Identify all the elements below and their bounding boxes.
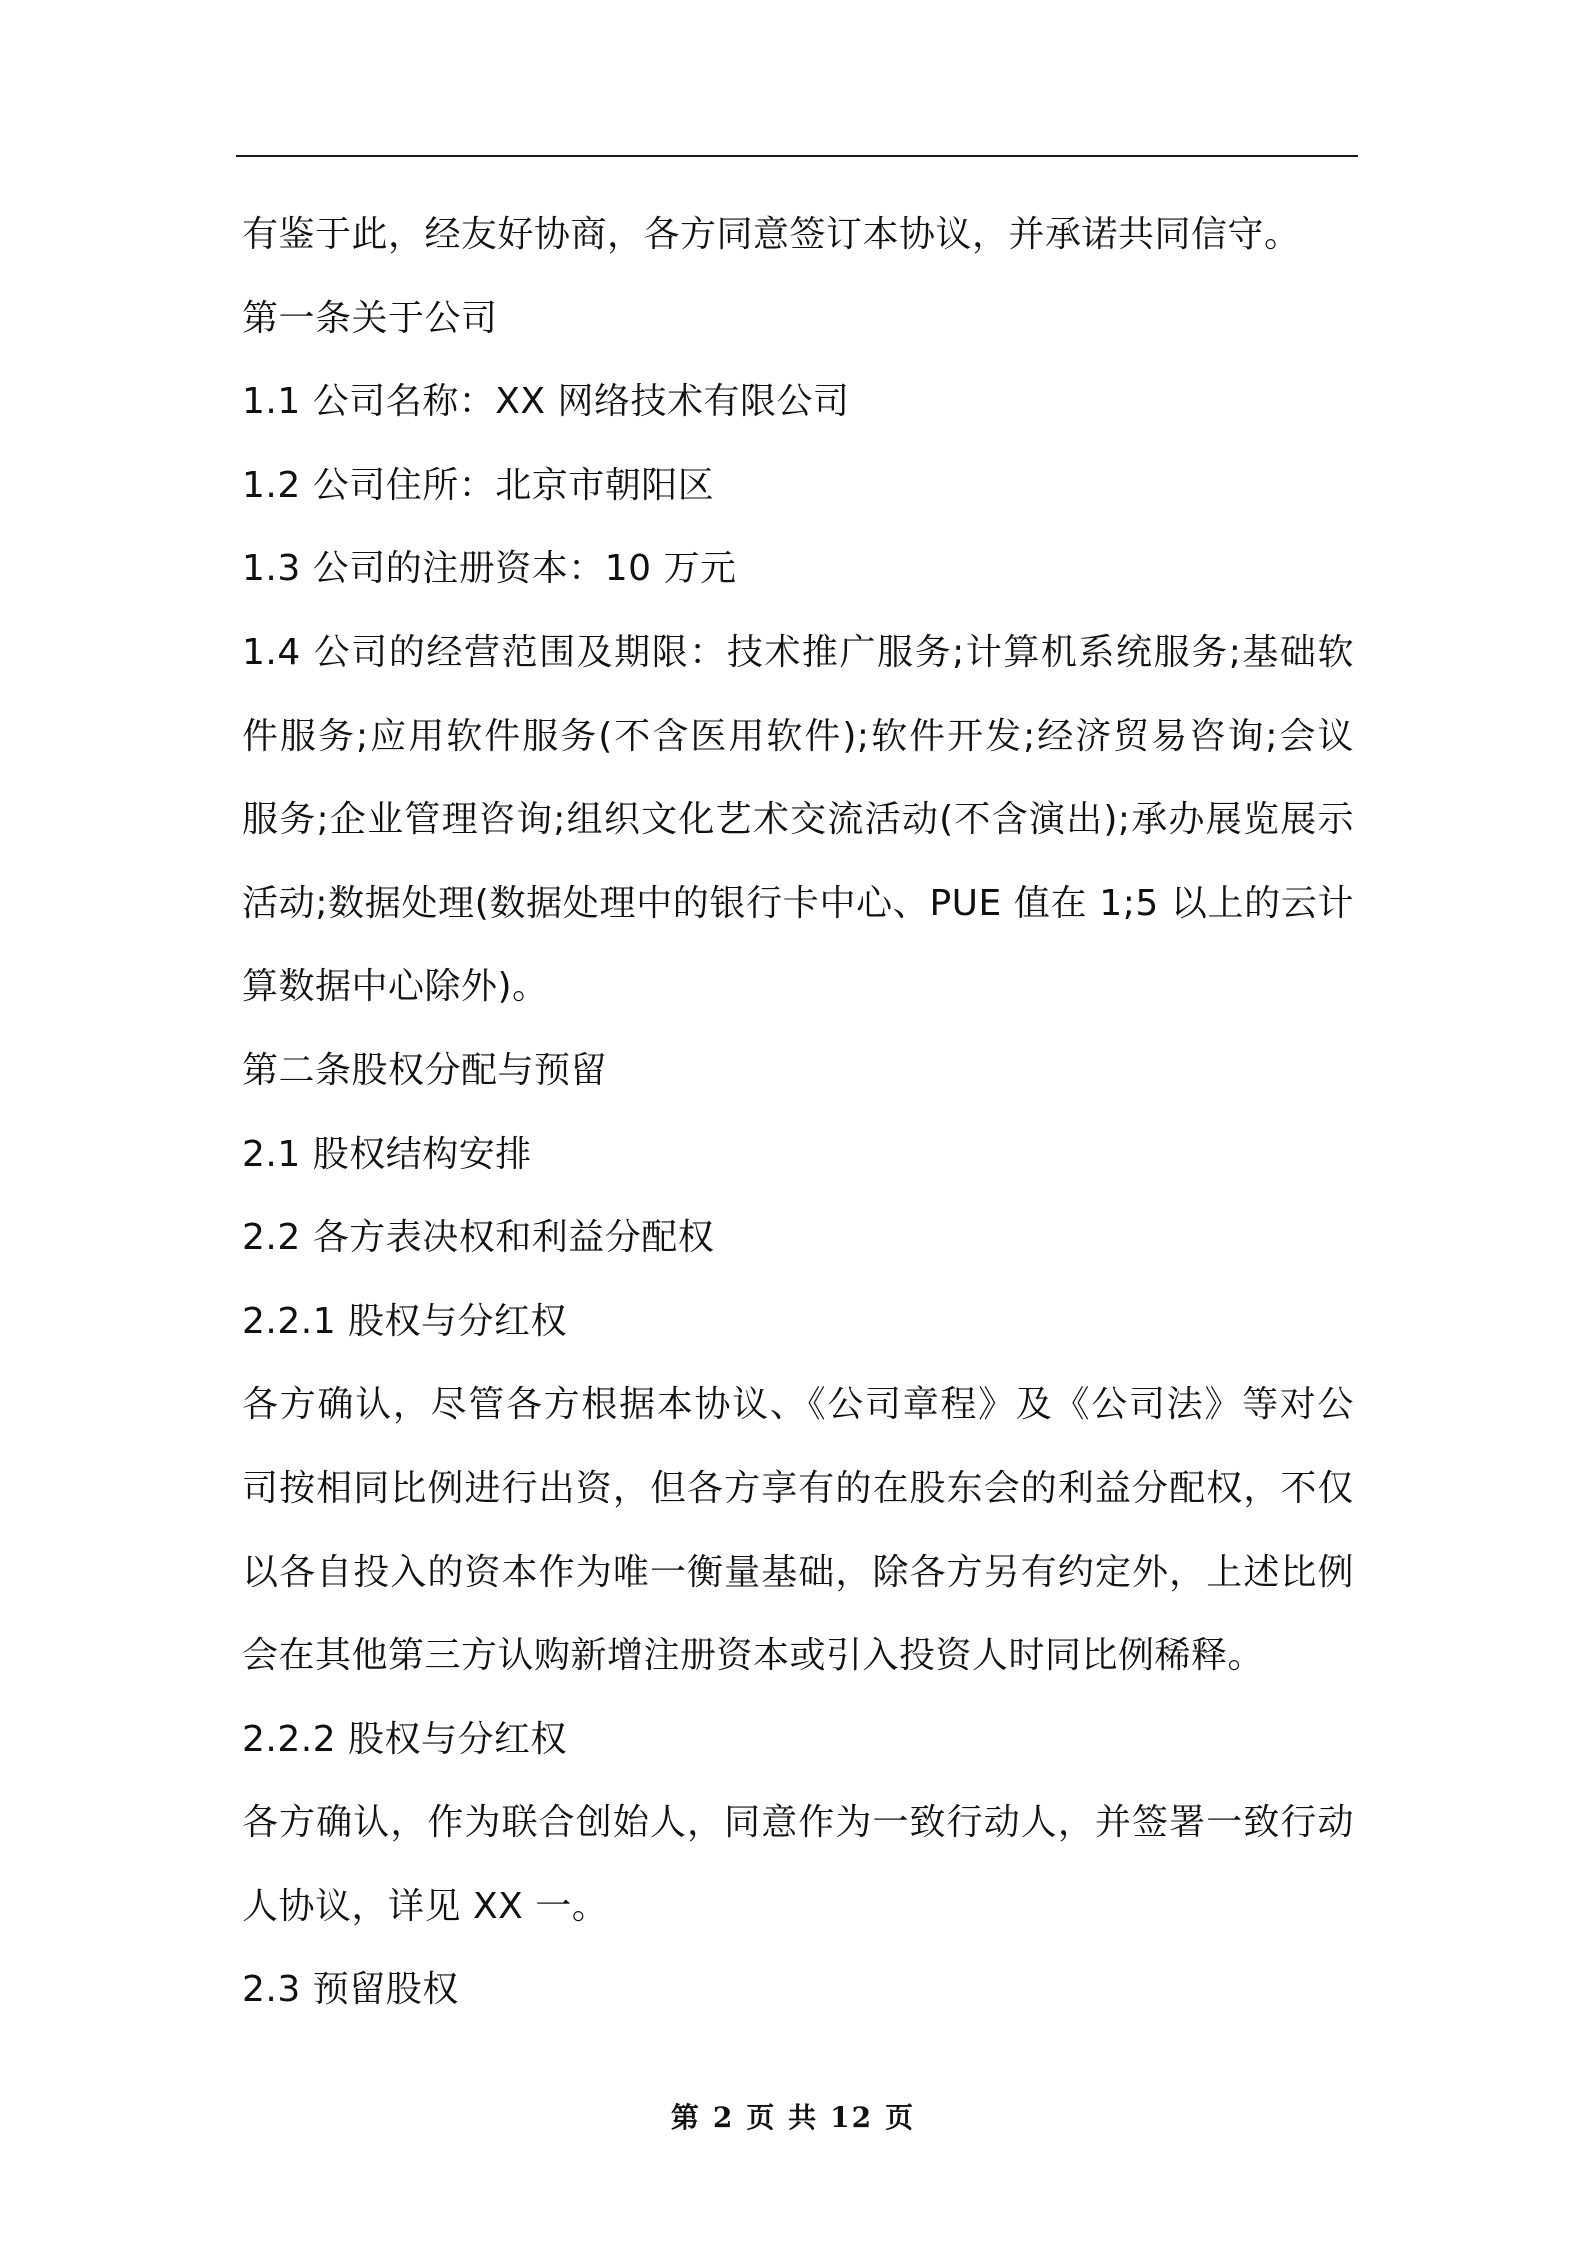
document-body: [242, 193, 1354, 2032]
paragraph-line: 人协议，详见 XX 一。: [242, 1885, 609, 1927]
clause-line: 1.2 公司住所：北京市朝阳区: [242, 464, 715, 506]
footer-middle: 页 共: [746, 2101, 819, 2134]
footer-current-page: 2: [712, 2101, 735, 2134]
header-rule: [236, 155, 1358, 157]
footer-prefix: 第: [670, 2101, 701, 2134]
clause-line: 2.3 预留股权: [242, 1969, 459, 2011]
paragraph-line: 各方确认，尽管各方根据本协议、《公司章程》及《公司法》等对公: [242, 1384, 1354, 1426]
clause-line: 2.1 股权结构安排: [242, 1133, 532, 1175]
clause-line: 1.1 公司名称：XX 网络技术有限公司: [242, 381, 850, 423]
page-number-footer: [0, 2096, 1586, 2136]
paragraph-line: 各方确认，作为联合创始人，同意作为一致行动人，并签署一致行动: [242, 1802, 1354, 1844]
clause-line: 2.2.1 股权与分红权: [242, 1300, 568, 1342]
clause-line: 2.2.2 股权与分红权: [242, 1718, 568, 1760]
section-heading: 第一条关于公司: [242, 297, 498, 339]
paragraph-line: 有鉴于此，经友好协商，各方同意签订本协议，并承诺共同信守。: [242, 214, 1301, 255]
paragraph-line: 司按相同比例进行出资，但各方享有的在股东会的利益分配权，不仅: [242, 1467, 1354, 1509]
paragraph-line: 1.4 公司的经营范围及期限：技术推广服务;计算机系统服务;基础软: [242, 631, 1354, 673]
clause-line: 1.3 公司的注册资本：10 万元: [242, 548, 737, 590]
paragraph-line: 算数据中心除外)。: [242, 966, 549, 1008]
paragraph-line: 会在其他第三方认购新增注册资本或引入投资人时同比例稀释。: [242, 1635, 1265, 1677]
paragraph-line: 服务;企业管理咨询;组织文化艺术交流活动(不含演出);承办展览展示: [242, 799, 1354, 841]
footer-suffix: 页: [885, 2101, 916, 2134]
paragraph-line: 活动;数据处理(数据处理中的银行卡中心、PUE 值在 1;5 以上的云计: [242, 882, 1354, 924]
paragraph-line: 件服务;应用软件服务(不含医用软件);软件开发;经济贸易咨询;会议: [242, 715, 1354, 757]
clause-line: 2.2 各方表决权和利益分配权: [242, 1217, 715, 1259]
section-heading: 第二条股权分配与预留: [242, 1049, 608, 1091]
footer-total-pages: 12: [830, 2101, 874, 2134]
paragraph-line: 以各自投入的资本作为唯一衡量基础，除各方另有约定外，上述比例: [242, 1551, 1354, 1593]
